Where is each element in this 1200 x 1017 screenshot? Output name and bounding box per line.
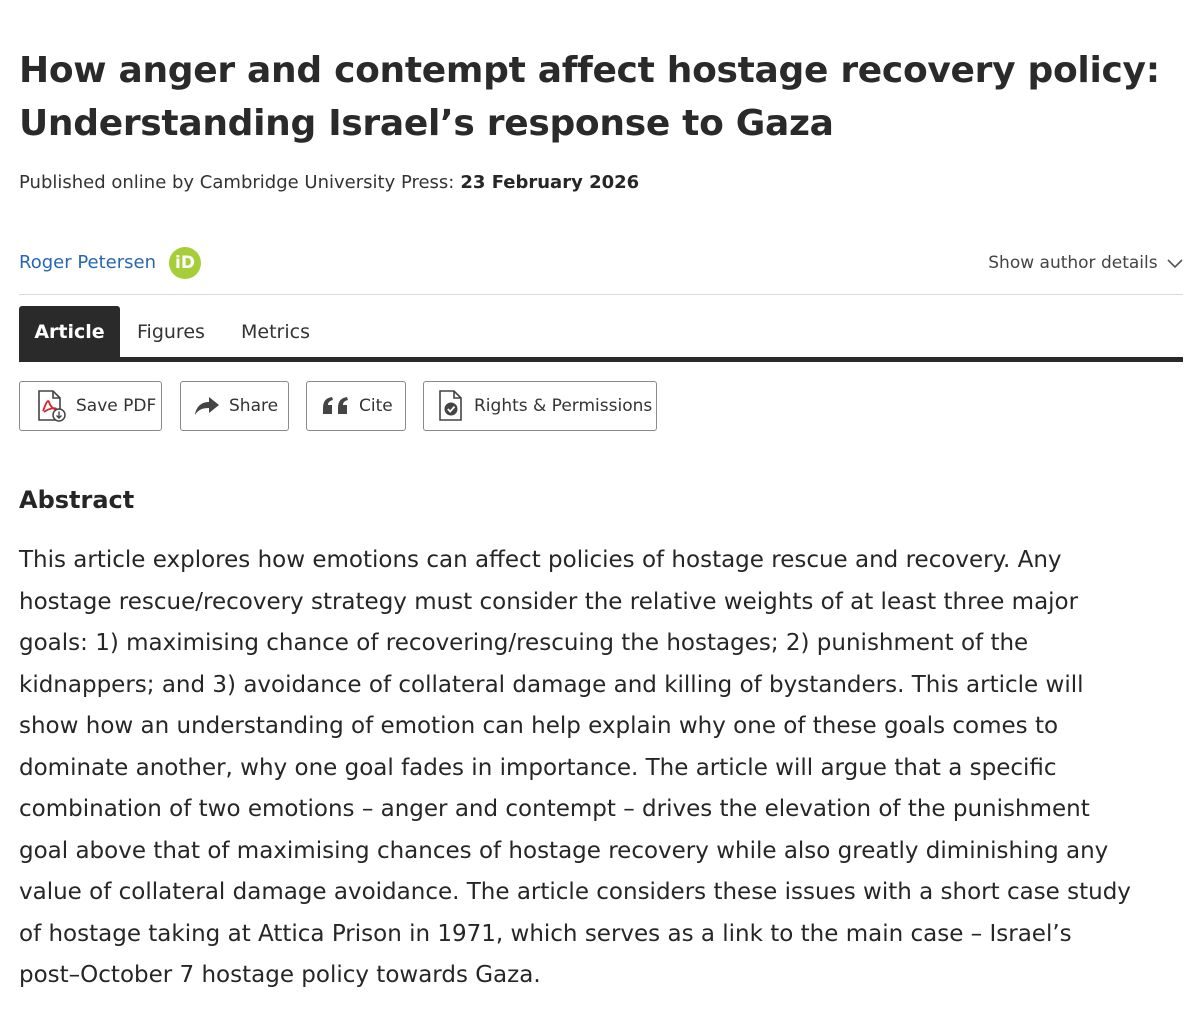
share-label: Share xyxy=(229,396,279,416)
tab-article[interactable]: Article xyxy=(19,306,120,359)
title-line-1: How anger and contempt affect hostage recovery policy: xyxy=(19,50,1160,91)
abstract-line: This article explores how emotions can affect policies of hostage rescue and recovery. Any xyxy=(19,547,1062,573)
save-pdf-button[interactable] xyxy=(19,381,162,431)
quote-icon xyxy=(321,396,351,416)
save-pdf-label: Save PDF xyxy=(76,396,157,416)
cite-button[interactable] xyxy=(306,381,406,431)
chevron-down-icon xyxy=(1167,259,1183,269)
article-title xyxy=(19,44,1183,150)
abstract-line: value of collateral damage avoidance. The article considers these issues with a short case study xyxy=(19,879,1131,905)
abstract-line: post–October 7 hostage policy towards Gaza. xyxy=(19,962,541,988)
abstract-line: combination of two emotions – anger and contempt – drives the elevation of the punishment xyxy=(19,796,1090,822)
abstract-line: of hostage taking at Attica Prison in 1971, which serves as a link to the main case – Israel’s xyxy=(19,920,1072,947)
abstract-text xyxy=(19,540,1183,997)
published-label: Published online by Cambridge University Press: xyxy=(19,172,455,193)
show-author-details-label: Show author details xyxy=(988,253,1158,273)
rights-permissions-button[interactable] xyxy=(423,381,657,431)
tab-figures[interactable]: Figures xyxy=(137,321,205,343)
abstract-line: dominate another, why one goal fades in importance. The article will argue that a specific xyxy=(19,754,1057,781)
author-row xyxy=(19,246,1183,282)
article-tabs xyxy=(19,306,1183,359)
pdf-file-icon xyxy=(34,389,68,423)
share-button[interactable] xyxy=(180,381,289,431)
abstract-line: hostage rescue/recovery strategy must consider the relative weights of at least three major xyxy=(19,588,1079,615)
permissions-document-icon xyxy=(436,389,466,423)
divider xyxy=(19,294,1183,295)
abstract-line: goals: 1) maximising chance of recovering/rescuing the hostages; 2) punishment of the xyxy=(19,630,1029,656)
published-date: 23 February 2026 xyxy=(460,172,640,193)
share-icon xyxy=(193,395,221,417)
show-author-details-toggle[interactable] xyxy=(988,250,1183,276)
article-actions xyxy=(19,381,1183,433)
rights-permissions-label: Rights & Permissions xyxy=(474,396,653,416)
tab-underline-bar xyxy=(19,357,1183,362)
abstract-line: kidnappers; and 3) avoidance of collateral damage and killing of bystanders. This article will xyxy=(19,671,1084,698)
abstract-heading: Abstract xyxy=(19,486,135,514)
orcid-icon[interactable]: iD xyxy=(169,247,201,279)
tab-metrics[interactable]: Metrics xyxy=(241,321,310,343)
title-line-2: Understanding Israel’s response to Gaza xyxy=(19,103,834,144)
cite-label: Cite xyxy=(359,396,393,416)
abstract-line: goal above that of maximising chances of hostage recovery while also greatly diminishing any xyxy=(19,837,1109,864)
abstract-line: show how an understanding of emotion can help explain why one of these goals comes to xyxy=(19,713,1059,739)
author-link[interactable]: Roger Petersen xyxy=(19,252,157,273)
publication-info xyxy=(19,170,639,196)
